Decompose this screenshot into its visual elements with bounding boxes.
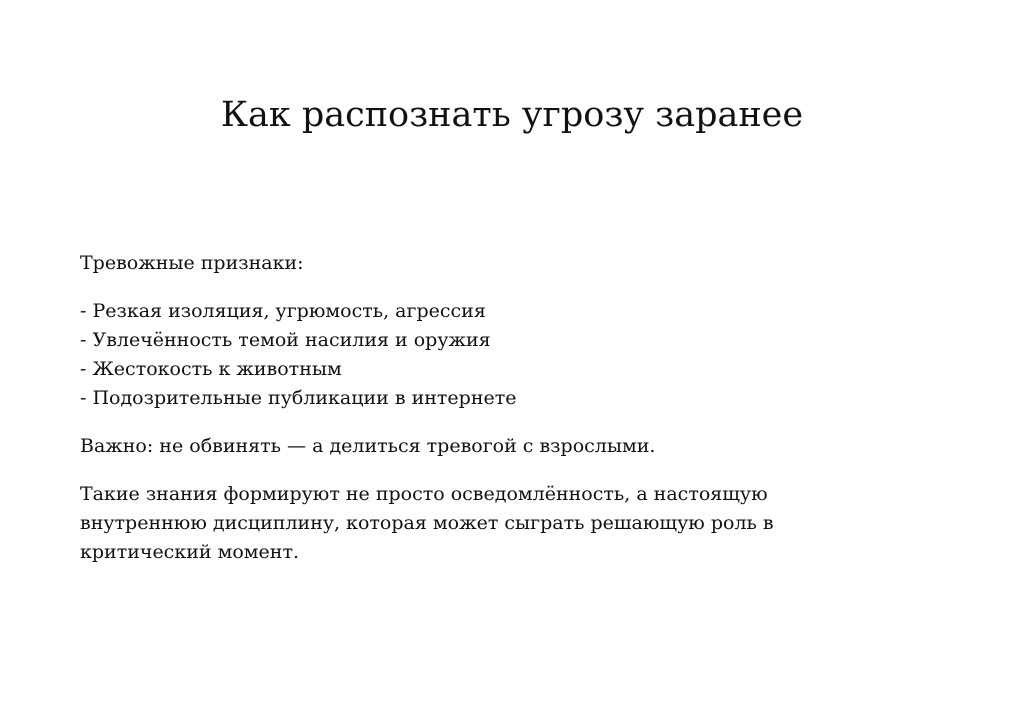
list-item: - Резкая изоляция, угрюмость, агрессия bbox=[80, 300, 486, 322]
slide-content bbox=[80, 249, 860, 567]
list-item: - Жестокость к животным bbox=[80, 358, 342, 380]
spacer bbox=[80, 278, 860, 297]
signs-heading: Тревожные признаки: bbox=[80, 252, 304, 274]
list-item: - Увлечённость темой насилия и оружия bbox=[80, 329, 491, 351]
list-item: - Подозрительные публикации в интернете bbox=[80, 387, 517, 409]
slide-title: Как распознать угрозу заранее bbox=[220, 95, 804, 135]
important-note: Важно: не обвинять — а делиться тревогой с взрослыми. bbox=[80, 435, 656, 457]
conclusion-paragraph: Такие знания формируют не просто осведомлённость, а настоящую внутреннюю дисциплину, которая может сыграть решающую роль в критический момент. bbox=[80, 483, 774, 563]
signs-list bbox=[80, 297, 860, 413]
spacer bbox=[80, 413, 860, 432]
spacer bbox=[80, 461, 860, 480]
